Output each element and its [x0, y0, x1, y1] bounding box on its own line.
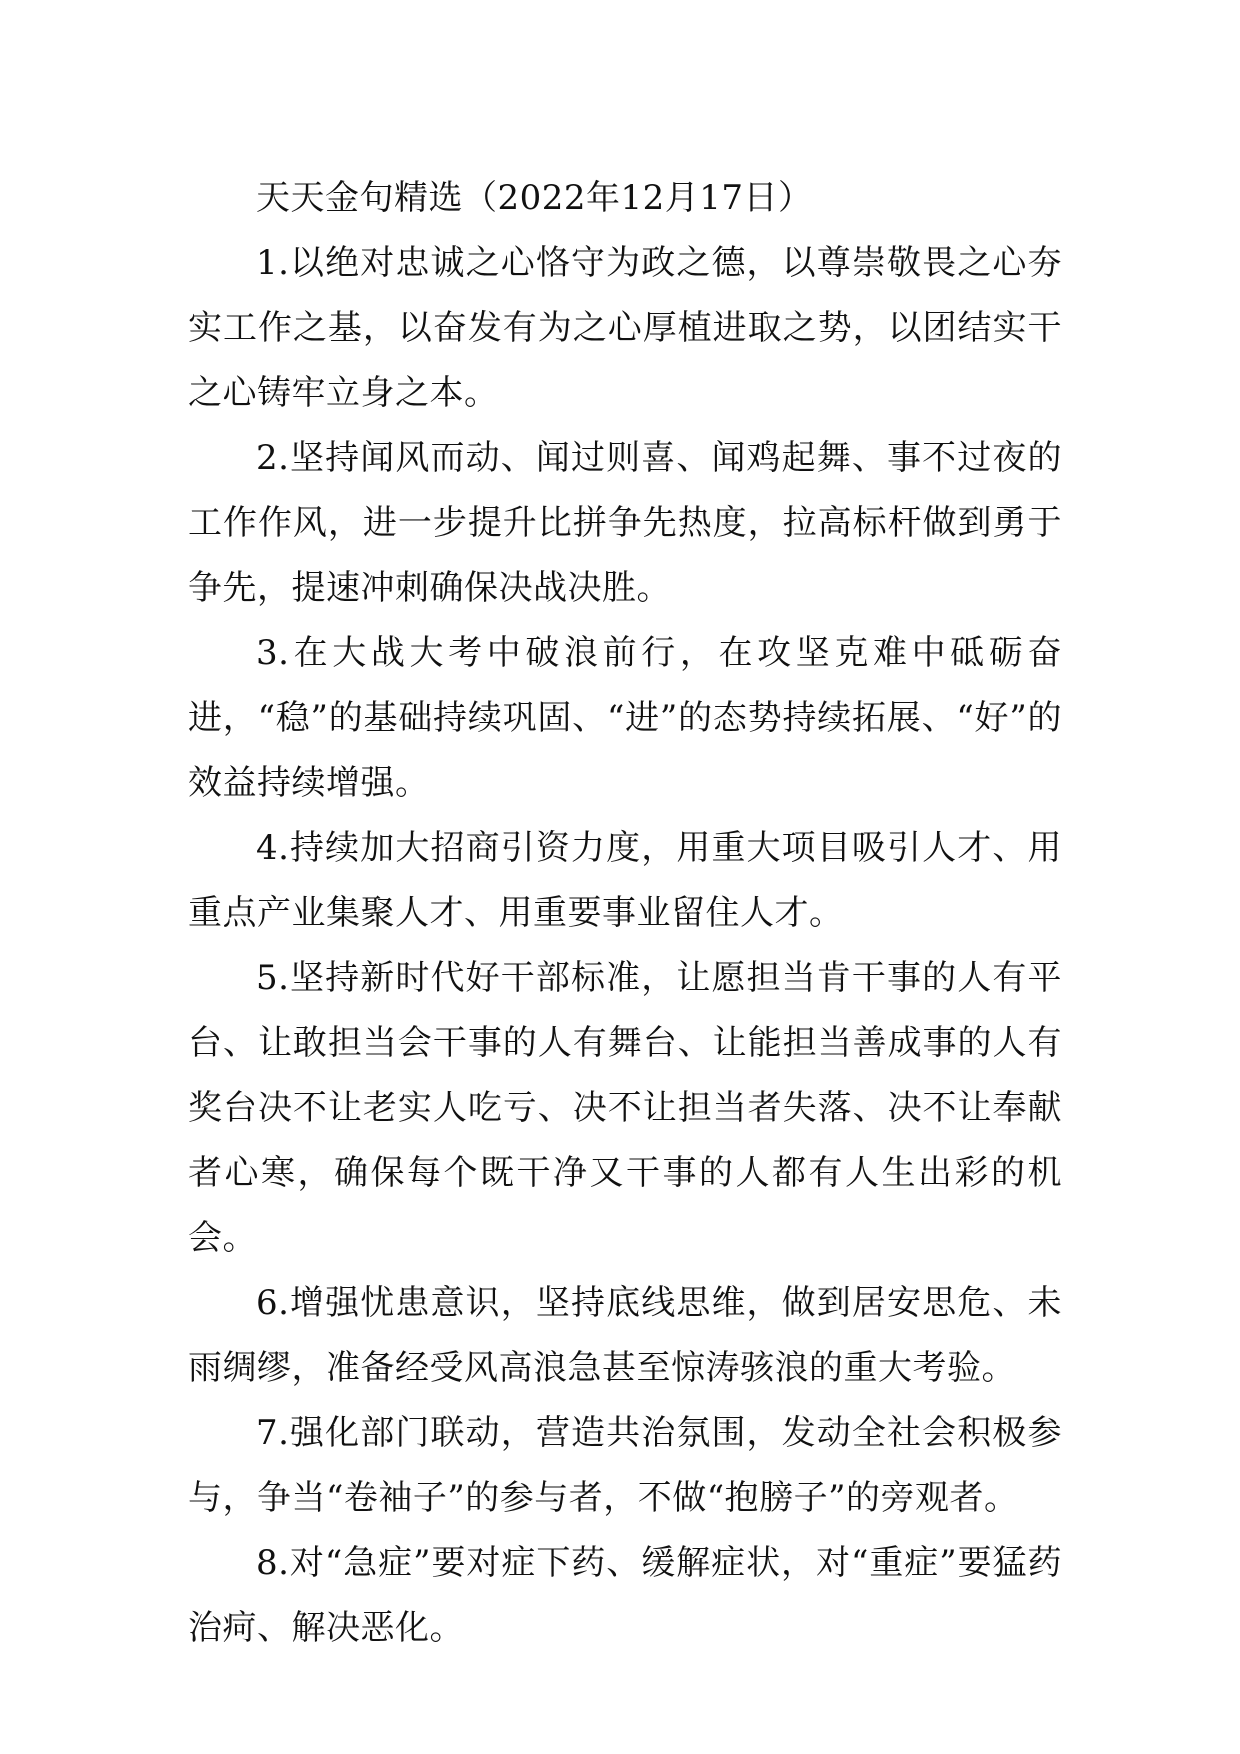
quote-item-5: 5.坚持新时代好干部标准，让愿担当肯干事的人有平台、让敢担当会干事的人有舞台、让能担当善成事的人有奖台决不让老实人吃亏、决不让担当者失落、决不让奉献者心寒，确保每个既干净又干事的人都有人生出彩的机会。	[188, 958, 1062, 1258]
quote-item-6: 6.增强忧患意识，坚持底线思维，做到居安思危、未雨绸缪，准备经受风高浪急甚至惊涛骇浪的重大考验。	[188, 1283, 1062, 1388]
quote-item-7: 7.强化部门联动，营造共治氛围，发动全社会积极参与，争当“卷袖子”的参与者，不做“抱膀子”的旁观者。	[188, 1413, 1062, 1518]
quote-item-3: 3.在大战大考中破浪前行，在攻坚克难中砥砺奋进，“稳”的基础持续巩固、“进”的态势持续拓展、“好”的效益持续增强。	[188, 633, 1062, 803]
quote-item-2: 2.坚持闻风而动、闻过则喜、闻鸡起舞、事不过夜的工作作风，进一步提升比拼争先热度，拉高标杆做到勇于争先，提速冲刺确保决战决胜。	[188, 438, 1062, 608]
quote-item-4: 4.持续加大招商引资力度，用重大项目吸引人才、用重点产业集聚人才、用重要事业留住人才。	[188, 828, 1062, 933]
quote-item-1: 1.以绝对忠诚之心恪守为政之德，以尊崇敬畏之心夯实工作之基，以奋发有为之心厚植进取之势，以团结实干之心铸牢立身之本。	[188, 243, 1062, 413]
quote-item-8: 8.对“急症”要对症下药、缓解症状，对“重症”要猛药治疴、解决恶化。	[188, 1543, 1062, 1648]
document-title: 天天金句精选（2022年12月17日）	[256, 178, 813, 218]
document-body	[188, 166, 1062, 1661]
